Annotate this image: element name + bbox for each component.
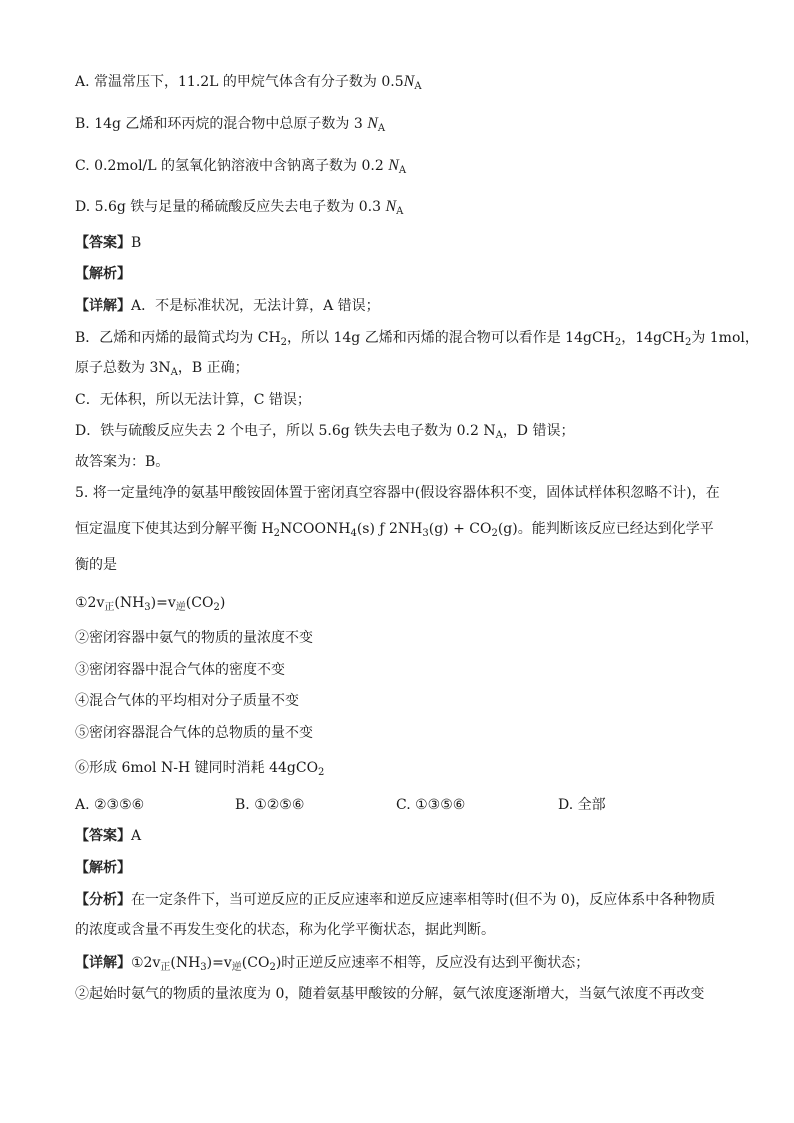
q4-explain-b-line2: 原子总数为 $3N_A$，B 正确； — [75, 360, 249, 378]
q5-statement-3: ③密闭容器中混合气体的密度不变 — [75, 662, 285, 678]
q5-option-c: C. ①③⑤⑥ — [396, 797, 466, 813]
q5-statement-1: $①2v_正(NH_3)=v_逆(CO_2)$ — [75, 595, 226, 613]
q5-answer: 【答案】A — [75, 828, 142, 844]
q5-statement-5: ⑤密闭容器混合气体的总物质的量不变 — [75, 725, 313, 741]
q5-stem-line1: 5. 将一定量纯净的氨基甲酸铵固体置于密闭真空容器中(假设容器体积不变，固体试样体积忽略不计)，在 — [75, 485, 720, 501]
q4-explain-b-line1: B．乙烯和丙烯的最简式均为 $CH_2$，所以 14g 乙烯和丙烯的混合物可以看作是 14gCH$_2$，14gCH$_2$为 1mol， — [75, 330, 759, 348]
q4-explain-c: C．无体积，所以无法计算，C 错误； — [75, 392, 311, 408]
q4-option-a: A. 常温常压下，11.2L 的甲烷气体含有分子数为 $0.5N_A$ — [75, 73, 422, 92]
q4-answer: 【答案】B — [75, 235, 142, 251]
q5-analysis-line1: 【分析】在一定条件下，当可逆反应的正反应速率和逆反应速率相等时(但不为 0)，反应体系中各种物质 — [75, 892, 716, 908]
q4-option-c: C. 0.2mol/L 的氢氧化钠溶液中含钠离子数为 0.2 $N_A$ — [75, 157, 407, 176]
q5-stem-line3: 衡的是 — [75, 557, 117, 573]
q4-explain-a: 【详解】A．不是标准状况，无法计算，A 错误； — [75, 298, 380, 314]
q5-statement-2: ②密闭容器中氨气的物质的量浓度不变 — [75, 630, 313, 646]
q5-detail-line1: 【详解】$①2v_正(NH_3)=v_逆(CO_2)$时正逆反应速率不相等，反应没有达到平衡状态； — [75, 955, 590, 973]
q4-conclusion: 故答案为：B。 — [75, 454, 170, 470]
q5-statement-6: ⑥形成 6mol N-H 键同时消耗 44gCO$_2$ — [75, 760, 325, 778]
q5-option-b: B. ①②⑤⑥ — [235, 797, 305, 813]
q5-option-d: D. 全部 — [558, 797, 606, 813]
q5-stem-line2: 恒定温度下使其达到分解平衡 $H_2NCOONH_4(s)$ ƒ $2NH_3(g) + CO_2(g)$。能判断该反应已经达到化学平 — [75, 521, 714, 539]
q4-analysis-heading: 【解析】 — [75, 266, 131, 282]
q5-statement-4: ④混合气体的平均相对分子质量不变 — [75, 693, 299, 709]
q4-explain-d: D．铁与硫酸反应失去 2 个电子，所以 5.6g 铁失去电子数为 0.2 $N_A$，D 错误； — [75, 423, 575, 441]
q5-analysis-line2: 的浓度或含量不再发生变化的状态，称为化学平衡状态，据此判断。 — [75, 922, 495, 938]
q5-analysis-heading: 【解析】 — [75, 860, 131, 876]
q5-detail-line2: ②起始时氨气的物质的量浓度为 0，随着氨基甲酸铵的分解，氨气浓度逐渐增大，当氨气浓度不再改变 — [75, 986, 705, 1002]
q5-option-a: A. ②③⑤⑥ — [75, 797, 145, 813]
q4-option-d: D. 5.6g 铁与足量的稀硫酸反应失去电子数为 0.3 $N_A$ — [75, 198, 404, 217]
q4-option-b: B. 14g 乙烯和环丙烷的混合物中总原子数为 3 $N_A$ — [75, 115, 386, 134]
